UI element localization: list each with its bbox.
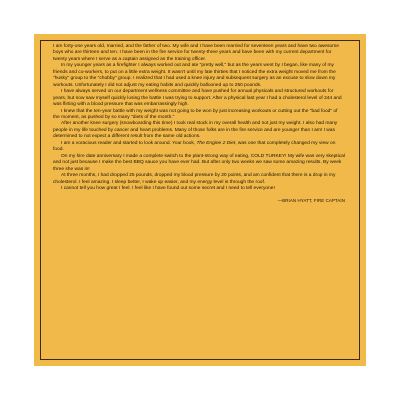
book-outro-text: , was one that completely changed my view on food. xyxy=(53,140,336,153)
paragraph-diets: I knew that the ten-year battle with my weight was not going to be won by just increasing workouts or cutting out the "bad food" of the moment, as pushed by so many "diets of the month." xyxy=(53,108,338,120)
paragraph-switch: On my hire date anniversary I made a complete switch to the plant-strong way of eating, COLD TURKEY! My wife was very skeptical and not just because I make the best BBQ sauce you have ever had. But after only two weeks we saw some amazing results. By week three she was in! xyxy=(53,153,345,172)
paragraph-knee-surgery: After another knee surgery (snowboarding this time) I took real stock in my overall health and not just my weight. I also had many people in my life touched by cancer and heart problems. Many of those folks are in the fire service and are younger than I am! I was determined to not expect a different result from the same old actions. xyxy=(53,121,338,140)
paragraph-intro: I am forty-one years old, married, and the father of two. My wife and I have been married for seventeen years and have two awesome boys who are thirteen and ten. I have been in the fire service for twenty-three years and have been with my current department for twenty years where I serve as a captain assigned as the training officer. xyxy=(53,44,339,62)
paragraph-weight-gain: In my younger years as a firefighter I always worked out and ate "pretty well," but as the years went by I began, like many of my friends and co-workers, to put on a little extra weight. It wasn't until my late thirties that I noticed the extra weight moved me from the "husky" group to the "chubby" group. I realized that I had used a knee injury and subsequent surgery as an excuse to slow down my workouts. Unfortunately I did not adjust my eating habits and quickly ballooned up to 250 pounds. xyxy=(53,63,336,88)
book-intro-text: I am a voracious reader and started to look around. Your book, xyxy=(61,140,197,146)
signature: —BRIAN HYATT, FIRE CAPTAIN xyxy=(277,198,345,204)
book-title: The Engine 2 Diet xyxy=(196,140,236,146)
paragraph-book xyxy=(53,141,345,154)
paragraph-closing: I cannot tell you how great I feel. I feel like I have found out some secret and I need to tell everyone! xyxy=(61,185,275,191)
testimonial-letter xyxy=(53,44,345,205)
testimonial-panel xyxy=(34,34,366,366)
paragraph-wellness: I have always served on our department wellness committee and have pushed for annual physicals and structured workouts for years, but now saw myself quickly losing the battle I was trying to support. After a physical last year I had a cholesterol level of 244 and was flirting with a blood pressure that was embarrassingly high. xyxy=(53,89,342,108)
paragraph-results: At three months, I had dropped 25 pounds, dropped my blood pressure by 20 points, and am confident that there is a drop in my cholesterol. I feel amazing. I sleep better, I wake up easier, and my energy level is through the roof. xyxy=(53,173,336,185)
